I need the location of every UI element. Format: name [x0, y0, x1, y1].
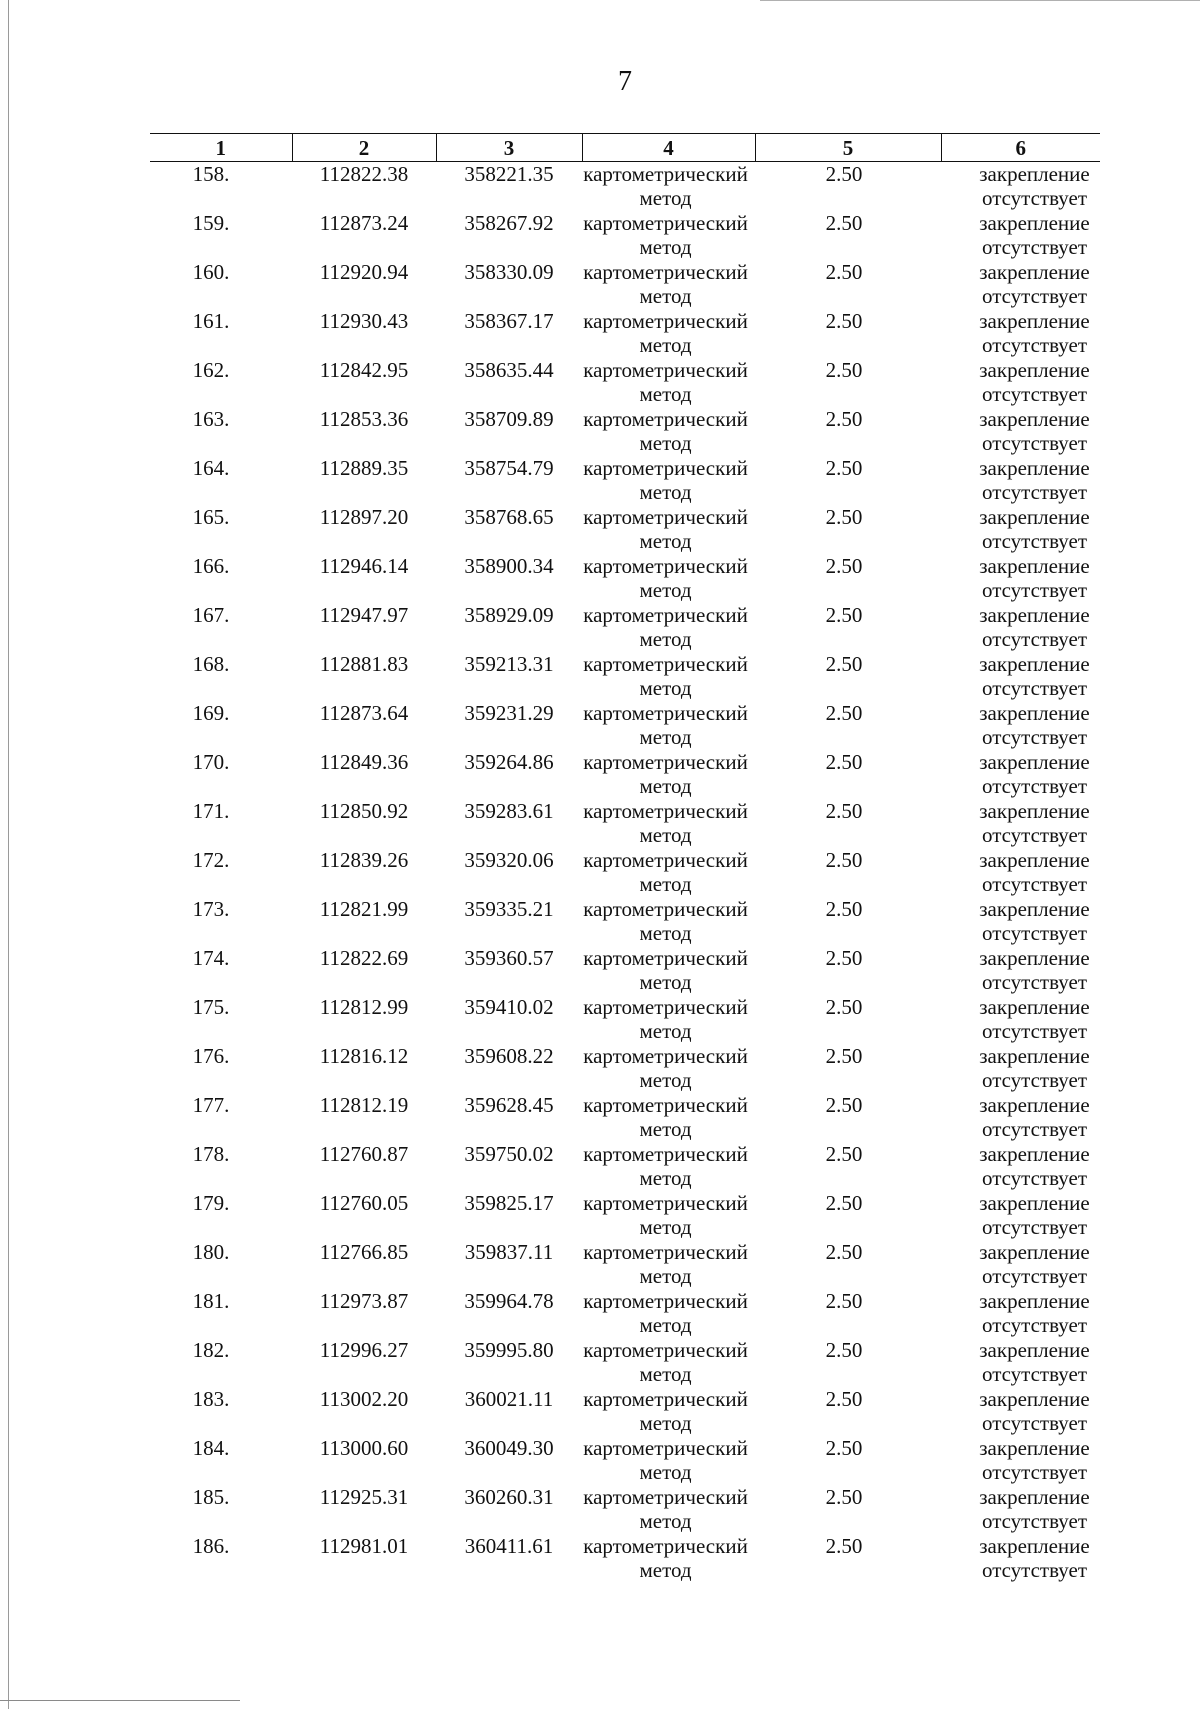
cell-fixing: закрепление отсутствует — [979, 1436, 1090, 1484]
cell-accuracy: 2.50 — [825, 554, 863, 578]
cell-fixing: закрепление отсутствует — [979, 603, 1090, 651]
cell-coord-y: 359410.02 — [464, 995, 554, 1019]
cell-coord-y: 359837.11 — [464, 1240, 554, 1264]
cell-fixing: закрепление отсутствует — [979, 260, 1090, 308]
table-row — [150, 162, 1100, 212]
cell-coord-y: 358635.44 — [464, 358, 554, 382]
cell-point-number: 180. — [192, 1240, 230, 1264]
cell-coord-x: 112842.95 — [319, 358, 409, 382]
cell-coord-y: 358929.09 — [464, 603, 554, 627]
cell-point-number: 184. — [192, 1436, 230, 1460]
cell-method: картометрический метод — [583, 1142, 748, 1190]
cell-accuracy: 2.50 — [825, 1142, 863, 1166]
cell-accuracy: 2.50 — [825, 848, 863, 872]
cell-fixing: закрепление отсутствует — [979, 456, 1090, 504]
table-row — [150, 799, 1100, 848]
cell-coord-y: 359628.45 — [464, 1093, 554, 1117]
cell-fixing: закрепление отсутствует — [979, 1289, 1090, 1337]
cell-coord-x: 112996.27 — [319, 1338, 409, 1362]
cell-method: картометрический метод — [583, 848, 748, 896]
cell-coord-y: 360260.31 — [464, 1485, 554, 1509]
cell-coord-y: 358900.34 — [464, 554, 554, 578]
cell-fixing: закрепление отсутствует — [979, 946, 1090, 994]
cell-coord-y: 359360.57 — [464, 946, 554, 970]
cell-method: картометрический метод — [583, 358, 748, 406]
cell-coord-x: 112760.87 — [319, 1142, 409, 1166]
cell-coord-x: 112973.87 — [319, 1289, 409, 1313]
cell-point-number: 186. — [192, 1534, 230, 1558]
cell-point-number: 185. — [192, 1485, 230, 1509]
cell-fixing: закрепление отсутствует — [979, 358, 1090, 406]
cell-coord-x: 112946.14 — [319, 554, 409, 578]
cell-method: картометрический метод — [583, 799, 748, 847]
cell-point-number: 174. — [192, 946, 230, 970]
cell-coord-x: 112981.01 — [319, 1534, 409, 1558]
cell-coord-y: 359231.29 — [464, 701, 554, 725]
cell-fixing: закрепление отсутствует — [979, 848, 1090, 896]
cell-coord-x: 112812.99 — [319, 995, 409, 1019]
cell-point-number: 158. — [192, 162, 230, 186]
cell-accuracy: 2.50 — [825, 652, 863, 676]
table-row — [150, 358, 1100, 407]
cell-fixing: закрепление отсутствует — [979, 750, 1090, 798]
table-row — [150, 750, 1100, 799]
cell-method: картометрический метод — [583, 407, 748, 455]
cell-coord-x: 112821.99 — [319, 897, 409, 921]
header-cell-6: 6 — [941, 134, 1100, 162]
cell-coord-x: 112849.36 — [319, 750, 409, 774]
cell-coord-x: 112930.43 — [319, 309, 409, 333]
cell-coord-x: 112925.31 — [319, 1485, 409, 1509]
cell-coord-x: 112816.12 — [319, 1044, 409, 1068]
cell-point-number: 176. — [192, 1044, 230, 1068]
cell-fixing: закрепление отсутствует — [979, 1044, 1090, 1092]
cell-coord-y: 359750.02 — [464, 1142, 554, 1166]
cell-point-number: 181. — [192, 1289, 230, 1313]
header-row — [150, 134, 1100, 162]
cell-accuracy: 2.50 — [825, 260, 863, 284]
cell-method: картометрический метод — [583, 1485, 748, 1533]
cell-fixing: закрепление отсутствует — [979, 1093, 1090, 1141]
cell-point-number: 182. — [192, 1338, 230, 1362]
table-row — [150, 456, 1100, 505]
cell-method: картометрический метод — [583, 162, 748, 210]
cell-fixing: закрепление отсутствует — [979, 995, 1090, 1043]
cell-point-number: 161. — [192, 309, 230, 333]
scan-edge-left — [8, 0, 9, 1709]
cell-accuracy: 2.50 — [825, 1289, 863, 1313]
cell-accuracy: 2.50 — [825, 211, 863, 235]
cell-accuracy: 2.50 — [825, 1436, 863, 1460]
table-row — [150, 1289, 1100, 1338]
cell-fixing: закрепление отсутствует — [979, 1338, 1090, 1386]
table-row — [150, 897, 1100, 946]
table-row — [150, 1534, 1100, 1583]
cell-fixing: закрепление отсутствует — [979, 407, 1090, 455]
cell-fixing: закрепление отсутствует — [979, 1387, 1090, 1435]
cell-method: картометрический метод — [583, 505, 748, 553]
cell-coord-x: 112839.26 — [319, 848, 409, 872]
cell-method: картометрический метод — [583, 309, 748, 357]
cell-coord-y: 358267.92 — [464, 211, 554, 235]
cell-fixing: закрепление отсутствует — [979, 799, 1090, 847]
cell-accuracy: 2.50 — [825, 1240, 863, 1264]
cell-method: картометрический метод — [583, 603, 748, 651]
cell-coord-y: 359213.31 — [464, 652, 554, 676]
cell-point-number: 162. — [192, 358, 230, 382]
cell-accuracy: 2.50 — [825, 799, 863, 823]
header-cell-5: 5 — [755, 134, 941, 162]
cell-method: картометрический метод — [583, 554, 748, 602]
cell-coord-y: 359264.86 — [464, 750, 554, 774]
cell-coord-y: 360021.11 — [464, 1387, 554, 1411]
cell-coord-x: 113002.20 — [319, 1387, 409, 1411]
cell-coord-y: 358330.09 — [464, 260, 554, 284]
cell-method: картометрический метод — [583, 1534, 748, 1582]
cell-coord-x: 112812.19 — [319, 1093, 409, 1117]
cell-coord-y: 359335.21 — [464, 897, 554, 921]
cell-accuracy: 2.50 — [825, 1387, 863, 1411]
cell-method: картометрический метод — [583, 1436, 748, 1484]
cell-accuracy: 2.50 — [825, 1044, 863, 1068]
cell-method: картометрический метод — [583, 456, 748, 504]
cell-coord-y: 359320.06 — [464, 848, 554, 872]
table-row — [150, 701, 1100, 750]
cell-method: картометрический метод — [583, 1338, 748, 1386]
cell-fixing: закрепление отсутствует — [979, 701, 1090, 749]
cell-point-number: 170. — [192, 750, 230, 774]
table-row — [150, 211, 1100, 260]
cell-coord-y: 359825.17 — [464, 1191, 554, 1215]
table-row — [150, 554, 1100, 603]
cell-point-number: 166. — [192, 554, 230, 578]
cell-coord-x: 112822.38 — [319, 162, 409, 186]
table-row — [150, 260, 1100, 309]
table-row — [150, 505, 1100, 554]
cell-point-number: 165. — [192, 505, 230, 529]
table-row — [150, 1044, 1100, 1093]
cell-point-number: 169. — [192, 701, 230, 725]
cell-method: картометрический метод — [583, 1093, 748, 1141]
cell-method: картометрический метод — [583, 1044, 748, 1092]
cell-accuracy: 2.50 — [825, 407, 863, 431]
cell-method: картометрический метод — [583, 750, 748, 798]
cell-coord-x: 112889.35 — [319, 456, 409, 480]
cell-fixing: закрепление отсутствует — [979, 1142, 1090, 1190]
table-row — [150, 1387, 1100, 1436]
table-row — [150, 1485, 1100, 1534]
table-row — [150, 946, 1100, 995]
table-row — [150, 603, 1100, 652]
header-cell-1: 1 — [150, 134, 292, 162]
cell-coord-x: 112760.05 — [319, 1191, 409, 1215]
cell-method: картометрический метод — [583, 897, 748, 945]
cell-accuracy: 2.50 — [825, 309, 863, 333]
cell-point-number: 164. — [192, 456, 230, 480]
cell-coord-y: 360411.61 — [464, 1534, 554, 1558]
scan-edge-bottom — [0, 1700, 240, 1701]
cell-coord-x: 112853.36 — [319, 407, 409, 431]
cell-coord-x: 113000.60 — [319, 1436, 409, 1460]
table-row — [150, 407, 1100, 456]
cell-accuracy: 2.50 — [825, 750, 863, 774]
cell-point-number: 163. — [192, 407, 230, 431]
cell-method: картометрический метод — [583, 211, 748, 259]
cell-accuracy: 2.50 — [825, 358, 863, 382]
cell-accuracy: 2.50 — [825, 456, 863, 480]
cell-accuracy: 2.50 — [825, 1093, 863, 1117]
cell-fixing: закрепление отсутствует — [979, 1191, 1090, 1239]
cell-point-number: 159. — [192, 211, 230, 235]
cell-point-number: 173. — [192, 897, 230, 921]
cell-accuracy: 2.50 — [825, 701, 863, 725]
cell-method: картометрический метод — [583, 1387, 748, 1435]
cell-coord-x: 112822.69 — [319, 946, 409, 970]
table-row — [150, 848, 1100, 897]
cell-accuracy: 2.50 — [825, 946, 863, 970]
cell-coord-y: 360049.30 — [464, 1436, 554, 1460]
cell-point-number: 167. — [192, 603, 230, 627]
cell-method: картометрический метод — [583, 946, 748, 994]
table-row — [150, 1338, 1100, 1387]
header-cell-4: 4 — [582, 134, 755, 162]
cell-fixing: закрепление отсутствует — [979, 162, 1090, 210]
table-row — [150, 1191, 1100, 1240]
table-row — [150, 309, 1100, 358]
cell-method: картометрический метод — [583, 260, 748, 308]
cell-coord-x: 112850.92 — [319, 799, 409, 823]
cell-point-number: 179. — [192, 1191, 230, 1215]
cell-coord-x: 112766.85 — [319, 1240, 409, 1264]
table-row — [150, 995, 1100, 1044]
cell-fixing: закрепление отсутствует — [979, 1240, 1090, 1288]
cell-accuracy: 2.50 — [825, 505, 863, 529]
table-row — [150, 1436, 1100, 1485]
cell-coord-x: 112873.24 — [319, 211, 409, 235]
cell-coord-x: 112873.64 — [319, 701, 409, 725]
cell-point-number: 177. — [192, 1093, 230, 1117]
cell-coord-y: 358709.89 — [464, 407, 554, 431]
cell-method: картометрический метод — [583, 1240, 748, 1288]
cell-accuracy: 2.50 — [825, 603, 863, 627]
cell-coord-x: 112897.20 — [319, 505, 409, 529]
cell-fixing: закрепление отсутствует — [979, 211, 1090, 259]
cell-accuracy: 2.50 — [825, 1485, 863, 1509]
cell-method: картометрический метод — [583, 1191, 748, 1239]
cell-coord-y: 358754.79 — [464, 456, 554, 480]
page-number: 7 — [618, 66, 632, 97]
cell-point-number: 160. — [192, 260, 230, 284]
table-row — [150, 1240, 1100, 1289]
cell-coord-y: 359964.78 — [464, 1289, 554, 1313]
cell-fixing: закрепление отсутствует — [979, 1485, 1090, 1533]
cell-coord-x: 112920.94 — [319, 260, 409, 284]
cell-accuracy: 2.50 — [825, 1534, 863, 1558]
scan-edge-top — [760, 0, 1200, 1]
cell-coord-y: 359995.80 — [464, 1338, 554, 1362]
table-row — [150, 1142, 1100, 1191]
cell-method: картометрический метод — [583, 652, 748, 700]
cell-accuracy: 2.50 — [825, 1338, 863, 1362]
table-row — [150, 1093, 1100, 1142]
cell-point-number: 168. — [192, 652, 230, 676]
cell-fixing: закрепление отсутствует — [979, 652, 1090, 700]
table-header — [150, 134, 1100, 162]
cell-coord-y: 358768.65 — [464, 505, 554, 529]
cell-fixing: закрепление отсутствует — [979, 309, 1090, 357]
cell-accuracy: 2.50 — [825, 897, 863, 921]
cell-point-number: 175. — [192, 995, 230, 1019]
cell-accuracy: 2.50 — [825, 1191, 863, 1215]
header-cell-3: 3 — [436, 134, 582, 162]
cell-method: картометрический метод — [583, 1289, 748, 1337]
cell-accuracy: 2.50 — [825, 995, 863, 1019]
cell-point-number: 178. — [192, 1142, 230, 1166]
cell-coord-x: 112947.97 — [319, 603, 409, 627]
header-cell-2: 2 — [292, 134, 436, 162]
cell-fixing: закрепление отсутствует — [979, 897, 1090, 945]
cell-fixing: закрепление отсутствует — [979, 554, 1090, 602]
cell-coord-x: 112881.83 — [319, 652, 409, 676]
cell-fixing: закрепление отсутствует — [979, 505, 1090, 553]
cell-coord-y: 358221.35 — [464, 162, 554, 186]
cell-point-number: 183. — [192, 1387, 230, 1411]
table-body — [150, 162, 1100, 1584]
cell-point-number: 171. — [192, 799, 230, 823]
cell-coord-y: 359608.22 — [464, 1044, 554, 1068]
cell-coord-y: 359283.61 — [464, 799, 554, 823]
cell-point-number: 172. — [192, 848, 230, 872]
cell-coord-y: 358367.17 — [464, 309, 554, 333]
cell-fixing: закрепление отсутствует — [979, 1534, 1090, 1582]
cell-method: картометрический метод — [583, 995, 748, 1043]
table-row — [150, 652, 1100, 701]
cell-method: картометрический метод — [583, 701, 748, 749]
coordinates-table — [150, 133, 1100, 1583]
cell-accuracy: 2.50 — [825, 162, 863, 186]
